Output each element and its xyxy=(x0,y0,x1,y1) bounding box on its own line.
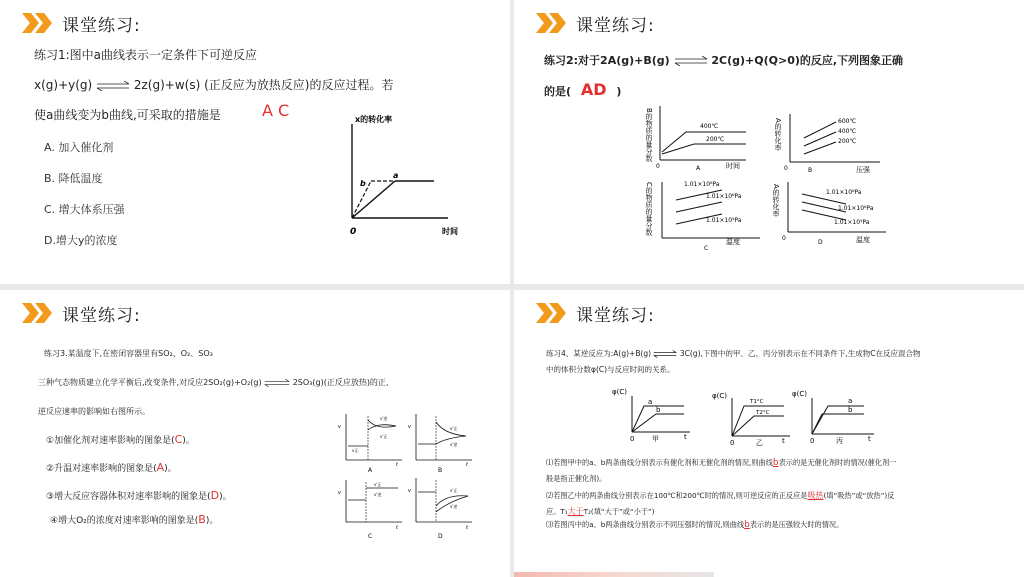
curve-a-label: a xyxy=(393,171,399,180)
svg-text:0: 0 xyxy=(784,165,788,172)
question-text: 练习1:图中a曲线表示一定条件下可逆反应 xyxy=(34,48,258,62)
svg-text:t: t xyxy=(868,435,871,443)
svg-text:v'正: v'正 xyxy=(450,426,458,431)
graph-b xyxy=(774,110,894,178)
question-text: 练习3.某温度下,在密闭容器里有SO₂、O₂、SO₃ xyxy=(44,349,213,358)
vt-graph-c xyxy=(336,476,406,542)
option-a: A. 加入催化剂 xyxy=(44,141,114,154)
svg-text:600℃: 600℃ xyxy=(838,118,857,125)
svg-text:1.01×10⁶Pa: 1.01×10⁶Pa xyxy=(684,181,720,188)
answer-text: A C xyxy=(262,101,290,120)
graph-bing-label: 丙 xyxy=(836,437,843,445)
svg-text:1.01×10⁶Pa: 1.01×10⁶Pa xyxy=(706,193,742,200)
svg-text:1.01×10⁵Pa: 1.01×10⁵Pa xyxy=(706,217,742,224)
sub-question-2-line2: 应。T₁大于T₂(填“大于”或“小于”) xyxy=(546,507,655,516)
graph-b-letter: B xyxy=(808,167,813,174)
graph-a xyxy=(642,100,762,176)
slide-exercise-3[interactable] xyxy=(0,290,510,577)
svg-text:t: t xyxy=(466,462,468,468)
graph-xlabel: 时间 xyxy=(442,227,458,236)
svg-text:t: t xyxy=(396,462,398,468)
equilibrium-arrow-icon xyxy=(96,81,130,91)
double-chevron-icon xyxy=(22,303,54,323)
question-text-line3: 逆反应速率的影响如右图所示。 xyxy=(38,407,150,416)
svg-text:v'正: v'正 xyxy=(374,482,382,487)
graph-a-ylabel: B的物质的量分数 xyxy=(645,108,653,162)
svg-text:t: t xyxy=(684,433,687,441)
graph-c xyxy=(642,178,772,252)
vt-graph-b-letter: B xyxy=(438,467,443,474)
slide-header xyxy=(22,300,141,326)
slide-exercise-4[interactable] xyxy=(514,290,1024,577)
equilibrium-arrow-icon xyxy=(653,349,677,359)
vt-graph-b xyxy=(406,408,476,474)
graph-ylabel: x的转化率 xyxy=(355,115,393,124)
svg-text:t: t xyxy=(466,525,468,531)
svg-text:v'逆: v'逆 xyxy=(450,504,458,509)
svg-text:0: 0 xyxy=(782,235,786,242)
double-chevron-icon xyxy=(536,303,568,323)
graph-yi-label: 乙 xyxy=(756,439,763,447)
vt-graph-a xyxy=(336,408,406,474)
svg-text:T2°C: T2°C xyxy=(756,410,770,416)
svg-text:0: 0 xyxy=(630,435,635,443)
sub-question-2: ⑵若图乙中的两条曲线分别表示在100℃和200℃时的情况,则可逆反应的正反应是吸热(填“吸热”或“放热”)反 xyxy=(546,491,895,500)
phi-graph-yi xyxy=(710,388,802,450)
graph-c-letter: C xyxy=(704,245,709,252)
svg-text:v: v xyxy=(338,424,341,430)
double-chevron-icon xyxy=(536,13,568,33)
curve-a xyxy=(352,181,395,218)
svg-text:a: a xyxy=(648,398,653,406)
svg-text:φ(C): φ(C) xyxy=(792,390,807,398)
conversion-graph xyxy=(330,110,470,240)
phi-graph-jia xyxy=(610,384,702,446)
phi-graph-bing xyxy=(790,386,890,448)
svg-text:200℃: 200℃ xyxy=(838,138,857,145)
question-text-line2: 三种气态物质建立化学平衡后,改变条件,对反应2SO₂(g)+O₂(g) 2SO₃(g)(正反应放热)的正、 xyxy=(38,378,394,387)
question-text: 练习4、某逆反应为:A(g)+B(g) 3C(g),下图中的甲、乙、丙分别表示在不同条件下,生成物C在反应混合物 xyxy=(546,349,921,358)
svg-text:400℃: 400℃ xyxy=(838,128,857,135)
svg-text:φ(C): φ(C) xyxy=(712,392,727,400)
answer-text: AD xyxy=(580,80,607,99)
svg-text:v: v xyxy=(408,488,411,494)
sub-question-3: ③增大反应容器体积对速率影响的图象是(D)。 xyxy=(46,489,232,502)
slide-header xyxy=(536,10,655,36)
svg-text:v'逆: v'逆 xyxy=(380,416,388,421)
svg-text:1.01×10⁶Pa: 1.01×10⁶Pa xyxy=(838,205,874,212)
question-text-line3: 使a曲线变为b曲线,可采取的措施是 xyxy=(34,108,221,122)
graph-c-ylabel: C的物质的量分数 xyxy=(645,182,653,236)
svg-text:t: t xyxy=(782,437,785,445)
graph-d-letter: D xyxy=(818,239,823,246)
option-b: B. 降低温度 xyxy=(44,172,103,185)
slide-header xyxy=(22,10,141,36)
slide-title: 课堂练习: xyxy=(576,305,655,326)
equilibrium-arrow-icon xyxy=(674,56,708,66)
vt-graph-a-letter: A xyxy=(368,467,373,474)
sub-question-1: ①加催化剂对速率影响的图象是(C)。 xyxy=(46,433,195,446)
svg-text:0: 0 xyxy=(730,439,735,447)
graph-b-ylabel: A的转化率 xyxy=(774,118,782,151)
question-text: 练习2:对于2A(g)+B(g) 2C(g)+Q(Q>0)的反应,下列图象正确 xyxy=(544,54,904,67)
svg-text:v: v xyxy=(408,424,411,430)
question-text-line2: 中的体积分数φ(C)与反应时间的关系。 xyxy=(546,365,675,374)
equilibrium-arrow-icon xyxy=(264,378,290,388)
svg-text:v'正: v'正 xyxy=(450,488,458,493)
svg-text:0: 0 xyxy=(810,437,815,445)
svg-text:1.01×10⁶Pa: 1.01×10⁶Pa xyxy=(826,189,862,196)
slide-exercise-1[interactable] xyxy=(0,0,510,284)
svg-text:v'逆: v'逆 xyxy=(450,442,458,447)
origin-label: 0 xyxy=(350,227,357,237)
svg-text:v: v xyxy=(338,490,341,496)
svg-text:温度: 温度 xyxy=(726,238,740,246)
svg-text:t: t xyxy=(396,525,398,531)
svg-text:时间: 时间 xyxy=(726,162,740,170)
svg-text:压强: 压强 xyxy=(856,166,870,174)
svg-text:1.01×10⁵Pa: 1.01×10⁵Pa xyxy=(834,219,870,226)
slide-title: 课堂练习: xyxy=(576,15,655,36)
sub-question-3: ⑶若图丙中的a、b两条曲线分别表示不同压强时的情况,则曲线b表示的是压强较大时的情况。 xyxy=(546,520,844,530)
slide-header xyxy=(536,300,655,326)
sub-question-1-line2: 般是指正催化剂)。 xyxy=(546,474,607,483)
slide-title: 课堂练习: xyxy=(62,15,141,36)
sub-question-1: ⑴若图甲中的a、b两条曲线分别表示有催化剂和无催化剂的情况,则曲线b表示的是无催化剂时的情况(催化剂一 xyxy=(546,458,897,468)
svg-text:400℃: 400℃ xyxy=(700,123,719,130)
graph-jia-label: 甲 xyxy=(652,435,659,443)
svg-text:T1°C: T1°C xyxy=(750,399,764,405)
graph-a-letter: A xyxy=(696,165,701,172)
vt-graph-d xyxy=(406,472,476,542)
svg-text:b: b xyxy=(656,406,661,414)
slide-exercise-2[interactable] xyxy=(514,0,1024,284)
question-text-line2: 的是( AD ) xyxy=(544,80,622,99)
option-c: C. 增大体系压强 xyxy=(44,203,125,216)
curve-b-label: b xyxy=(360,179,366,188)
svg-text:温度: 温度 xyxy=(856,236,870,244)
sub-question-2: ②升温对速率影响的图象是(A)。 xyxy=(46,461,177,474)
svg-text:v'正: v'正 xyxy=(380,434,388,439)
graph-d-ylabel: A的转化率 xyxy=(772,184,780,217)
graph-d xyxy=(772,180,902,252)
sub-question-4: ④增大O₂的浓度对速率影响的图象是(B)。 xyxy=(50,513,219,526)
svg-text:a: a xyxy=(848,397,853,405)
vt-graph-c-letter: C xyxy=(368,533,373,540)
svg-text:v正: v正 xyxy=(352,448,359,453)
question-equation: x(g)+y(g) 2z(g)+w(s) (正反应为放热反应)的反应过程。若 xyxy=(34,78,394,92)
svg-text:φ(C): φ(C) xyxy=(612,388,627,396)
svg-text:0: 0 xyxy=(656,163,660,170)
option-d: D.增大y的浓度 xyxy=(44,234,118,247)
vt-graph-d-letter: D xyxy=(438,533,443,540)
svg-text:200℃: 200℃ xyxy=(706,136,725,143)
svg-text:b: b xyxy=(848,406,853,414)
double-chevron-icon xyxy=(22,13,54,33)
svg-text:v'逆: v'逆 xyxy=(374,492,382,497)
next-slide-thumbnail[interactable] xyxy=(514,572,714,577)
slide-title: 课堂练习: xyxy=(62,305,141,326)
